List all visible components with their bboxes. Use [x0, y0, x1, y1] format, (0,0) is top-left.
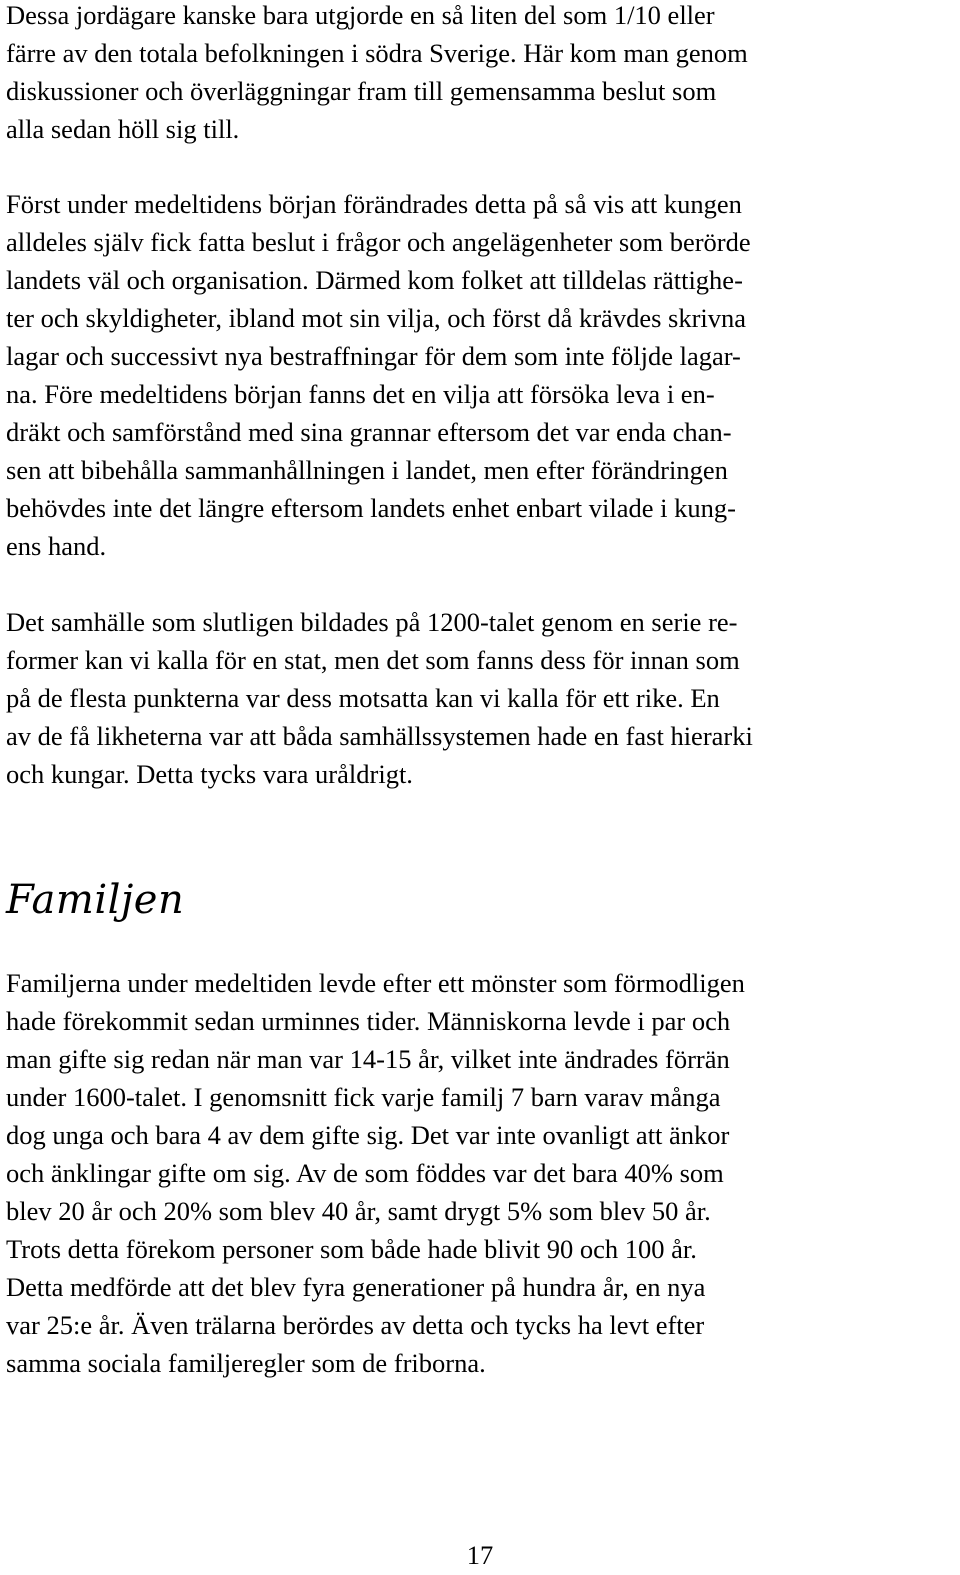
text-line: diskussioner och överläggningar fram till gemensamma beslut som: [6, 76, 717, 106]
text-line: hade förekommit sedan urminnes tider. Människorna levde i par och: [6, 1006, 731, 1036]
text-line: landets väl och organisation. Därmed kom folket att tilldelas rättighe-: [6, 265, 743, 295]
text-line: ter och skyldigheter, ibland mot sin vilja, och först då krävdes skrivna: [6, 303, 747, 333]
page-number: 17: [466, 1540, 494, 1570]
text-line: blev 20 år och 20% som blev 40 år, samt drygt 5% som blev 50 år.: [6, 1196, 711, 1226]
text-line: na. Före medeltidens början fanns det en vilja att försöka leva i en-: [6, 379, 715, 409]
section-heading: Familjen: [6, 877, 185, 923]
text-line: Detta medförde att det blev fyra generationer på hundra år, en nya: [6, 1272, 706, 1302]
text-line: av de få likheterna var att båda samhällssystemen hade en fast hierarki: [6, 721, 753, 751]
text-line: Först under medeltidens början förändrades detta på så vis att kungen: [6, 189, 742, 219]
text-line: sen att bibehålla sammanhållningen i landet, men efter förändringen: [6, 455, 728, 485]
text-line: dräkt och samförstånd med sina grannar eftersom det var enda chan-: [6, 417, 732, 447]
text-line: alla sedan höll sig till.: [6, 114, 240, 144]
text-line: och kungar. Detta tycks vara uråldrigt.: [6, 759, 413, 789]
text-line: Dessa jordägare kanske bara utgjorde en så liten del som 1/10 eller: [6, 0, 715, 30]
text-line: ens hand.: [6, 531, 107, 561]
text-line: man gifte sig redan när man var 14-15 år, vilket inte ändrades förrän: [6, 1044, 730, 1074]
text-line: och änklingar gifte om sig. Av de som föddes var det bara 40% som: [6, 1158, 724, 1188]
text-line: samma sociala familjeregler som de friborna.: [6, 1348, 486, 1378]
text-line: behövdes inte det längre eftersom landets enhet enbart vilade i kung-: [6, 493, 736, 523]
text-line: var 25:e år. Även trälarna berördes av detta och tycks ha levt efter: [6, 1310, 705, 1340]
text-line: alldeles själv fick fatta beslut i frågor och angelägenheter som berörde: [6, 227, 751, 257]
text-line: Det samhälle som slutligen bildades på 1200-talet genom en serie re-: [6, 607, 738, 637]
text-line: former kan vi kalla för en stat, men det som fanns dess för innan som: [6, 645, 740, 675]
text-line: under 1600-talet. I genomsnitt fick varje familj 7 barn varav många: [6, 1082, 721, 1112]
text-line: på de flesta punkterna var dess motsatta kan vi kalla för ett rike. En: [6, 683, 720, 713]
text-line: färre av den totala befolkningen i södra Sverige. Här kom man genom: [6, 38, 748, 68]
text-line: Trots detta förekom personer som både hade blivit 90 och 100 år.: [6, 1234, 697, 1264]
text-line: lagar och successivt nya bestraffningar för dem som inte följde lagar-: [6, 341, 741, 371]
text-line: Familjerna under medeltiden levde efter ett mönster som förmodligen: [6, 968, 745, 998]
text-line: dog unga och bara 4 av dem gifte sig. Det var inte ovanligt att änkor: [6, 1120, 730, 1150]
